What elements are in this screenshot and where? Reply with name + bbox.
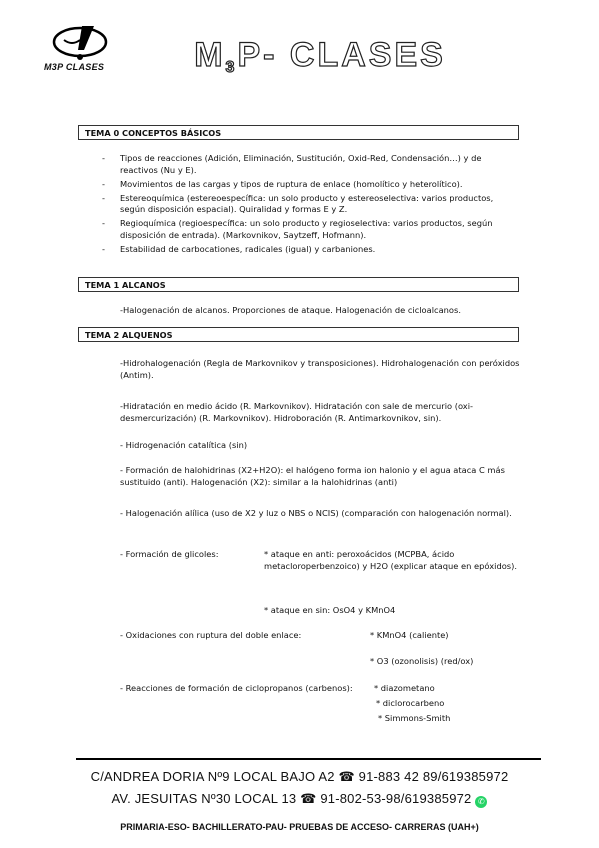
tema2-paragraph: - Hidrogenación catalítica (sin) [120,440,248,450]
tema2-paragraph: -Hidratación en medio ácido (R. Markovnikov). Hidratación con sale de mercurio (oxi-desmercurización) (R. Markovnikov). Hidroboración (R. Antimarkovnikov, sin). [120,401,473,423]
section-header-tema2: TEMA 2 ALQUENOS [78,327,519,342]
footer-divider [76,758,541,760]
ciclopropanos-item: * diazometano [374,683,435,693]
section-header-tema0: TEMA 0 CONCEPTOS BÁSICOS [78,125,519,140]
oxidaciones-kmno4: * KMnO4 (caliente) [370,630,449,640]
list-item: - Estereoquímica (estereoespecífica: un solo producto y estereoselectiva: varios productos, según disposición espacial). Quiralidad y formas E y Z. [100,193,520,216]
tema2-paragraph: -Hidrohalogenación (Regla de Markovnikov y transposiciones). Hidrohalogenación con peróxidos (Antim). [120,358,520,380]
list-item: - Regioquímica (regioespecífica: un solo producto y regioselectiva: varios productos, según disposición de entrada). (Markovnikov, Saytzeff, Hofmann). [100,218,520,241]
address-line-2: AV. JESUITAS Nº30 LOCAL 13 ☎ 91-802-53-98/619385972 ✆ [0,791,599,808]
section-header-tema1: TEMA 1 ALCANOS [78,277,519,292]
address-line-1: C/ANDREA DORIA Nº9 LOCAL BAJO A2 ☎ 91-883 42 89/619385972 [90,769,509,784]
glicoles-anti: * ataque en anti: peroxoácidos (MCPBA, ácido metacloroperbenzoico) y H2O (explicar ataque en epóxidos). [264,549,517,571]
logo-text: M3P CLASES [44,62,105,72]
ciclopropanos-label: - Reacciones de formación de ciclopropanos (carbenos): [120,683,353,693]
ciclopropanos-item: * diclorocarbeno [376,698,445,708]
tema2-paragraph: - Halogenación alílica (uso de X2 y luz o NBS o NCIS) (comparación con halogenación normal). [120,508,512,518]
list-item: - Estabilidad de carbocationes, radicales (igual) y carbaniones. [100,244,520,256]
oxidaciones-label: - Oxidaciones con ruptura del doble enlace: [120,630,302,640]
whatsapp-icon: ✆ [475,796,487,808]
brand-title: $M_3P-$ CLASES [194,36,446,76]
glicoles-label: - Formación de glicoles: [120,549,219,559]
tema1-text: -Halogenación de alcanos. Proporciones de ataque. Halogenación de cicloalcanos. [120,305,461,315]
ciclopropanos-item: * Simmons-Smith [378,713,451,723]
tema0-list [100,153,520,258]
levels-line: PRIMARIA-ESO- BACHILLERATO-PAU- PRUEBAS DE ACCESO- CARRERAS (UAH+) [120,822,479,832]
list-item: - Tipos de reacciones (Adición, Eliminación, Sustitución, Oxid-Red, Condensación…) y de reactivos (Nu y E). [100,153,520,176]
oxidaciones-ozonolisis: * O3 (ozonolisis) (red/ox) [370,656,474,666]
list-item: - Movimientos de las cargas y tipos de ruptura de enlace (homolítico y heterolítico). [100,179,520,191]
glicoles-sin: * ataque en sin: OsO4 y KMnO4 [264,605,396,615]
tema2-paragraph: - Formación de halohidrinas (X2+H2O): el halógeno forma ion halonio y el agua ataca C más sustituido (anti). Halogenación (X2): similar a la halohidrinas (anti) [120,465,505,487]
